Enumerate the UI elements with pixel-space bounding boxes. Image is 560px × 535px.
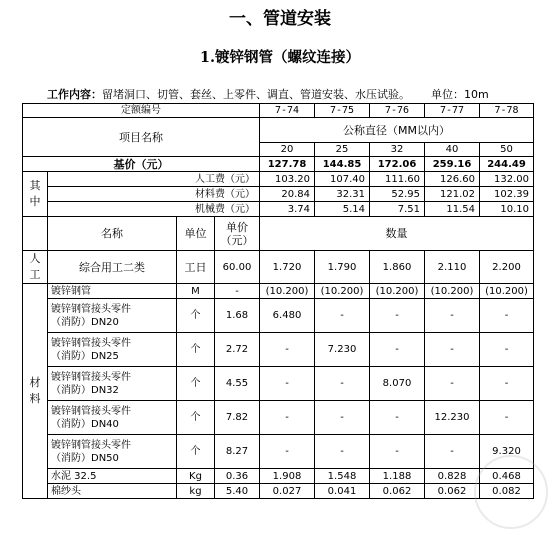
cost-cell: 126.60 — [425, 172, 480, 187]
item-name-row — [23, 118, 534, 143]
material-row — [23, 284, 534, 299]
labor-qty: 2.200 — [480, 251, 534, 284]
material-unit: 个 — [177, 299, 215, 333]
material-qty: - — [480, 401, 534, 435]
material-qty: - — [425, 435, 480, 469]
material-row — [23, 367, 534, 401]
labor-qty: 1.860 — [370, 251, 425, 284]
cost-cell: 121.02 — [425, 187, 480, 202]
watermark-logo-icon — [474, 455, 548, 529]
material-qty: - — [260, 401, 315, 435]
material-name: 水泥 32.5 — [48, 469, 177, 484]
cost-cell: 20.84 — [260, 187, 315, 202]
material-qty: 7.230 — [315, 333, 370, 367]
material-row — [23, 401, 534, 435]
material-qty: - — [370, 299, 425, 333]
cost-cell: 3.74 — [260, 202, 315, 217]
material-qty: (10.200) — [260, 284, 315, 299]
work-content-text: 留堵洞口、切管、套丝、上零件、调直、管道安装、水压试验。 — [102, 88, 410, 101]
material-cost-row — [23, 187, 534, 202]
material-name: 镀锌钢管接头零件 （消防）DN20 — [48, 299, 177, 333]
material-qty: 0.828 — [425, 469, 480, 484]
table-subtitle: 1.镀锌钢管（螺纹连接） — [199, 49, 361, 66]
code-cell: 7-75 — [315, 104, 370, 118]
material-qty: 0.062 — [425, 484, 480, 499]
material-category: 材 料 — [23, 284, 48, 499]
cost-cell: 11.54 — [425, 202, 480, 217]
quantity-header: 数量 — [260, 217, 534, 251]
material-price: 1.68 — [215, 299, 260, 333]
unit-label: 单位：10m — [431, 88, 489, 101]
material-qty: - — [315, 299, 370, 333]
cost-label: 机械费（元） — [48, 202, 260, 217]
labor-price: 60.00 — [215, 251, 260, 284]
code-row — [23, 104, 534, 118]
material-qty: - — [370, 333, 425, 367]
material-unit: 个 — [177, 367, 215, 401]
cost-cell: 10.10 — [480, 202, 534, 217]
diameter-cell: 20 — [260, 143, 315, 157]
base-price-cell: 259.16 — [425, 157, 480, 172]
material-price: 0.36 — [215, 469, 260, 484]
cost-cell: 102.39 — [480, 187, 534, 202]
material-price: 8.27 — [215, 435, 260, 469]
material-qty: - — [480, 367, 534, 401]
material-qty: - — [425, 333, 480, 367]
diameter-cell: 25 — [315, 143, 370, 157]
material-qty: - — [260, 435, 315, 469]
material-unit: Kg — [177, 469, 215, 484]
cost-cell: 111.60 — [370, 172, 425, 187]
cost-label: 人工费（元） — [48, 172, 260, 187]
material-qty: 8.070 — [370, 367, 425, 401]
diameter-header: 公称直径（MM以内） — [260, 118, 534, 143]
material-price: 4.55 — [215, 367, 260, 401]
material-price: 5.40 — [215, 484, 260, 499]
material-unit: 个 — [177, 333, 215, 367]
material-qty: 1.548 — [315, 469, 370, 484]
material-row — [23, 435, 534, 469]
code-cell: 7-76 — [370, 104, 425, 118]
base-price-cell: 244.49 — [480, 157, 534, 172]
material-qty: 1.908 — [260, 469, 315, 484]
material-qty: 9.320 — [480, 435, 534, 469]
labor-row — [23, 251, 534, 284]
material-price: 2.72 — [215, 333, 260, 367]
material-qty: - — [315, 401, 370, 435]
diameter-cell: 40 — [425, 143, 480, 157]
cost-label: 材料费（元） — [48, 187, 260, 202]
item-name-header: 项目名称 — [23, 118, 260, 157]
column-header-row — [23, 217, 534, 251]
section-title: 一、管道安装 — [229, 9, 331, 29]
material-qty: 6.480 — [260, 299, 315, 333]
material-qty: 0.062 — [370, 484, 425, 499]
material-qty: - — [425, 367, 480, 401]
labor-qty: 1.790 — [315, 251, 370, 284]
cost-cell: 52.95 — [370, 187, 425, 202]
machine-cost-row — [23, 202, 534, 217]
labor-name: 综合用工二类 — [48, 251, 177, 284]
material-name: 镀锌钢管接头零件 （消防）DN25 — [48, 333, 177, 367]
labor-cost-row — [23, 172, 534, 187]
material-qty: - — [315, 367, 370, 401]
base-price-label: 基价（元） — [23, 157, 260, 172]
labor-unit: 工日 — [177, 251, 215, 284]
material-qty: - — [315, 435, 370, 469]
unit-header: 单位 — [177, 217, 215, 251]
cost-cell: 5.14 — [315, 202, 370, 217]
price-header: 单价 （元） — [215, 217, 260, 251]
material-qty: - — [480, 299, 534, 333]
material-qty: 0.082 — [480, 484, 534, 499]
code-label: 定额编号 — [23, 104, 260, 118]
material-qty: (10.200) — [480, 284, 534, 299]
material-name: 镀锌钢管 — [48, 284, 177, 299]
material-qty: - — [260, 333, 315, 367]
cost-cell: 32.31 — [315, 187, 370, 202]
material-price: 7.82 — [215, 401, 260, 435]
cost-cell: 7.51 — [370, 202, 425, 217]
material-row — [23, 299, 534, 333]
cost-cell: 132.00 — [480, 172, 534, 187]
material-name: 棉纱头 — [48, 484, 177, 499]
material-row — [23, 484, 534, 499]
category-header — [23, 217, 48, 251]
code-cell: 7-77 — [425, 104, 480, 118]
base-price-cell: 127.78 — [260, 157, 315, 172]
diameter-cell: 32 — [370, 143, 425, 157]
material-unit: 个 — [177, 401, 215, 435]
labor-qty: 2.110 — [425, 251, 480, 284]
material-qty: (10.200) — [370, 284, 425, 299]
cost-cell: 103.20 — [260, 172, 315, 187]
material-name: 镀锌钢管接头零件 （消防）DN40 — [48, 401, 177, 435]
material-unit: 个 — [177, 435, 215, 469]
quota-table — [22, 103, 534, 499]
material-unit: M — [177, 284, 215, 299]
work-content-label: 工作内容： — [47, 88, 102, 101]
labor-category: 人 工 — [23, 251, 48, 284]
material-name: 镀锌钢管接头零件 （消防）DN32 — [48, 367, 177, 401]
cost-cell: 107.40 — [315, 172, 370, 187]
material-qty: - — [260, 367, 315, 401]
material-row — [23, 469, 534, 484]
code-cell: 7-78 — [480, 104, 534, 118]
material-qty: 0.027 — [260, 484, 315, 499]
material-qty: 12.230 — [425, 401, 480, 435]
code-cell: 7-74 — [260, 104, 315, 118]
material-row — [23, 333, 534, 367]
labor-qty: 1.720 — [260, 251, 315, 284]
base-price-cell: 144.85 — [315, 157, 370, 172]
base-price-row — [23, 157, 534, 172]
material-qty: (10.200) — [315, 284, 370, 299]
name-header: 名称 — [48, 217, 177, 251]
material-qty: (10.200) — [425, 284, 480, 299]
work-content — [47, 86, 410, 102]
material-price: - — [215, 284, 260, 299]
diameter-cell: 50 — [480, 143, 534, 157]
base-price-cell: 172.06 — [370, 157, 425, 172]
material-qty: 0.468 — [480, 469, 534, 484]
material-qty: - — [480, 333, 534, 367]
material-qty: 1.188 — [370, 469, 425, 484]
qizhong-label: 其 中 — [23, 172, 48, 217]
material-qty: 0.041 — [315, 484, 370, 499]
material-name: 镀锌钢管接头零件 （消防）DN50 — [48, 435, 177, 469]
material-qty: - — [370, 435, 425, 469]
material-unit: kg — [177, 484, 215, 499]
material-qty: - — [370, 401, 425, 435]
material-qty: - — [425, 299, 480, 333]
